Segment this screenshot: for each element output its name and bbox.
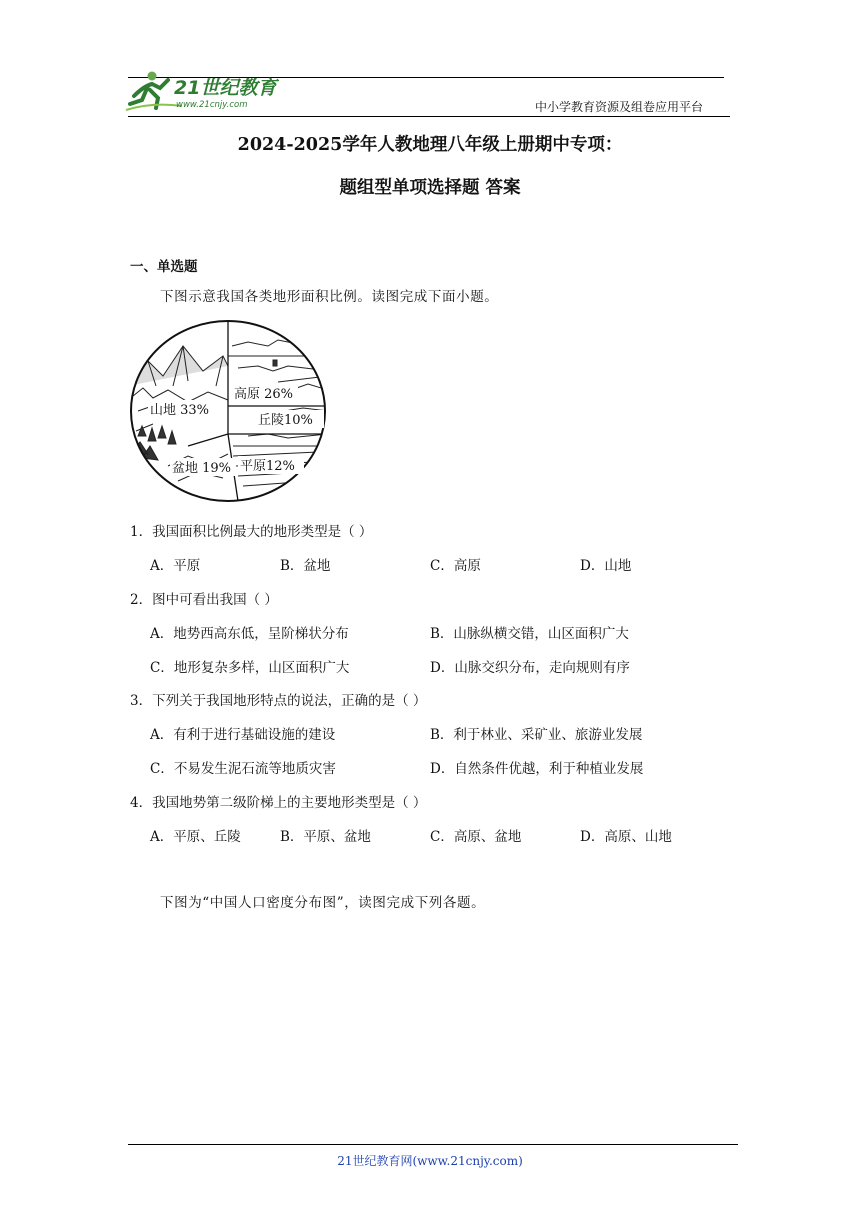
label-mountain: 山地 33% (150, 403, 210, 418)
logo-text: 21世纪教育 (174, 77, 277, 99)
section-label: 一、单选题 (130, 259, 198, 275)
footer-link[interactable]: 21世纪教育网(www.21cnjy.com) (337, 1154, 523, 1168)
q3-option-d[interactable]: D．自然条件优越，利于种植业发展 (430, 761, 644, 777)
question-4-stem: 4．我国地势第二级阶梯上的主要地形类型是（ ） (130, 795, 427, 811)
label-hill: 丘陵10% (258, 413, 313, 428)
q4-option-a[interactable]: A．平原、丘陵 (150, 829, 241, 845)
label-basin: 盆地 19% (172, 461, 232, 476)
intro-text-1: 下图示意我国各类地形面积比例。读图完成下面小题。 (160, 289, 499, 305)
page-title-line1: 2024-2025学年人教地理八年级上册期中专项： (237, 135, 623, 155)
q1-option-a[interactable]: A．平原 (150, 558, 201, 574)
page-title-line2: 题组型单项选择题 答案 (339, 178, 521, 198)
q4-option-c[interactable]: C．高原、盆地 (430, 829, 522, 845)
q3-option-c[interactable]: C．不易发生泥石流等地质灾害 (150, 761, 336, 777)
header-rule-bottom (128, 116, 730, 117)
question-1-stem: 1．我国面积比例最大的地形类型是（ ） (130, 524, 373, 540)
q4-option-d[interactable]: D．高原、山地 (580, 829, 672, 845)
brand-logo (122, 66, 292, 112)
q1-option-b[interactable]: B．盆地 (280, 558, 331, 574)
q2-option-a[interactable]: A．地势西高东低，呈阶梯状分布 (150, 626, 349, 642)
label-plateau: 高原 26% (234, 387, 294, 402)
q2-option-b[interactable]: B．山脉纵横交错，山区面积广大 (430, 626, 629, 642)
intro-text-2: 下图为“中国人口密度分布图”，读图完成下列各题。 (160, 895, 486, 911)
q2-option-d[interactable]: D．山脉交织分布，走向规则有序 (430, 660, 630, 676)
question-2-stem: 2．图中可看出我国（ ） (130, 592, 278, 608)
q4-option-b[interactable]: B．平原、盆地 (280, 829, 371, 845)
terrain-ratio-figure (128, 316, 328, 504)
q3-option-a[interactable]: A．有利于进行基础设施的建设 (150, 727, 336, 743)
q1-option-c[interactable]: C．高原 (430, 558, 481, 574)
label-plain: 平原12% (240, 459, 295, 474)
plateau-sketch (228, 340, 328, 391)
logo-url: www.21cnjy.com (176, 100, 248, 110)
question-3-stem: 3．下列关于我国地形特点的说法，正确的是（ ） (130, 693, 427, 709)
q2-option-c[interactable]: C．地形复杂多样，山区面积广大 (150, 660, 350, 676)
q3-option-b[interactable]: B．利于林业、采矿业、旅游业发展 (430, 727, 643, 743)
footer-rule (128, 1144, 738, 1145)
platform-name: 中小学教育资源及组卷应用平台 (534, 100, 703, 114)
q1-option-d[interactable]: D．山地 (580, 558, 632, 574)
